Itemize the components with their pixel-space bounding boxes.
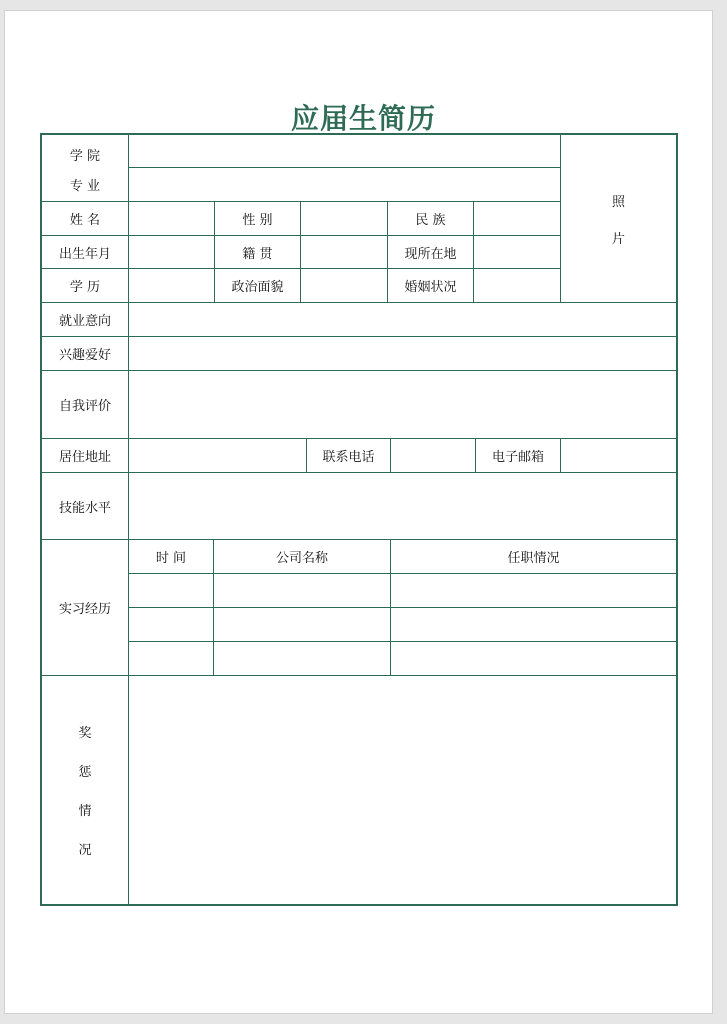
- major-label: 专 业: [69, 179, 101, 194]
- ethnicity-label: 民 族: [415, 213, 446, 228]
- awards-char-3: 情: [78, 804, 92, 819]
- internship-header-time: 时 间: [155, 551, 187, 566]
- internship-position-1[interactable]: [391, 574, 676, 607]
- awards-char-4: 况: [78, 843, 92, 858]
- phone-label: 联系电话: [322, 450, 375, 465]
- political-status-label: 政治面貌: [231, 280, 284, 295]
- marital-status-field[interactable]: [474, 269, 560, 302]
- job-intention-field[interactable]: [129, 303, 676, 336]
- hobbies-label: 兴趣爱好: [58, 348, 111, 363]
- resume-form: [40, 133, 678, 906]
- name-label: 姓 名: [69, 213, 101, 228]
- name-field[interactable]: [129, 202, 214, 235]
- awards-label: [42, 676, 128, 904]
- native-place-label: 籍 贯: [242, 246, 273, 262]
- internship-position-3[interactable]: [391, 642, 676, 675]
- gender-field[interactable]: [301, 202, 387, 235]
- awards-field[interactable]: [129, 676, 676, 904]
- internship-position-2[interactable]: [391, 608, 676, 641]
- current-location-field[interactable]: [474, 236, 560, 268]
- major-field[interactable]: [129, 168, 560, 201]
- self-evaluation-label: 自我评价: [58, 399, 111, 414]
- self-evaluation-field[interactable]: [129, 371, 676, 438]
- internship-company-1[interactable]: [214, 574, 390, 607]
- current-location-label: 现所在地: [404, 246, 457, 262]
- ethnicity-field[interactable]: [474, 202, 560, 235]
- address-label: 居住地址: [58, 450, 111, 465]
- resume-title: 应届生简历: [290, 102, 436, 135]
- education-label: 学 历: [69, 280, 101, 295]
- skills-field[interactable]: [129, 473, 676, 539]
- internship-company-2[interactable]: [214, 608, 390, 641]
- email-field[interactable]: [561, 439, 676, 472]
- photo-label-1: 照: [611, 194, 625, 210]
- birth-label: 出生年月: [58, 246, 111, 262]
- hobbies-field[interactable]: [129, 337, 676, 370]
- email-label: 电子邮箱: [491, 450, 544, 465]
- native-place-field[interactable]: [301, 236, 387, 268]
- photo-label-2: 片: [611, 231, 625, 247]
- internship-time-3[interactable]: [129, 642, 213, 675]
- marital-status-label: 婚姻状况: [404, 280, 457, 295]
- photo-box[interactable]: [561, 135, 676, 302]
- education-field[interactable]: [129, 269, 214, 302]
- internship-time-1[interactable]: [129, 574, 213, 607]
- college-field[interactable]: [129, 135, 560, 167]
- awards-char-2: 惩: [78, 765, 92, 780]
- gender-label: 性 别: [242, 213, 273, 228]
- college-label: 学 院: [69, 148, 101, 164]
- internship-header-company: 公司名称: [275, 551, 328, 566]
- internship-label: 实习经历: [58, 602, 111, 617]
- skills-label: 技能水平: [58, 500, 111, 516]
- internship-header-position: 任职情况: [507, 551, 560, 566]
- job-intention-label: 就业意向: [58, 314, 111, 329]
- address-field[interactable]: [129, 439, 306, 472]
- internship-company-3[interactable]: [214, 642, 390, 675]
- awards-char-1: 奖: [78, 726, 92, 741]
- internship-time-2[interactable]: [129, 608, 213, 641]
- political-status-field[interactable]: [301, 269, 387, 302]
- birth-field[interactable]: [129, 236, 214, 268]
- phone-field[interactable]: [391, 439, 475, 472]
